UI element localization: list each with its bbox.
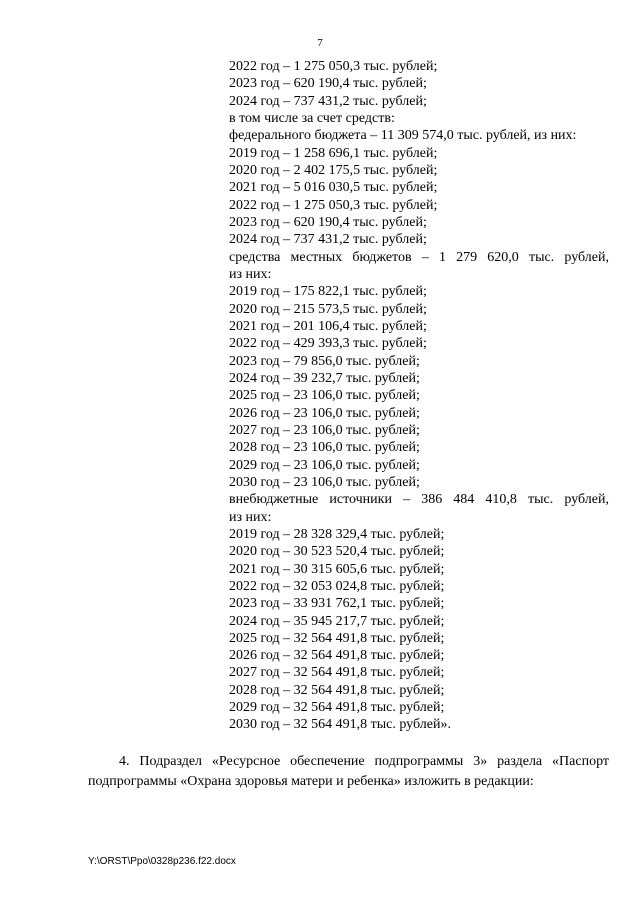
list-item: 2023 год – 620 190,4 тыс. рублей; bbox=[229, 76, 427, 92]
list-item: 2019 год – 1 258 696,1 тыс. рублей; bbox=[229, 145, 438, 161]
funding-list bbox=[229, 58, 609, 734]
list-item: 2022 год – 1 275 050,3 тыс. рублей; bbox=[229, 197, 438, 213]
list-item: 2022 год – 32 053 024,8 тыс. рублей; bbox=[229, 578, 445, 594]
list-item: 2023 год – 620 190,4 тыс. рублей; bbox=[229, 214, 427, 230]
list-item: 2022 год – 1 275 050,3 тыс. рублей; bbox=[229, 59, 438, 74]
list-item: 2025 год – 23 106,0 тыс. рублей; bbox=[229, 388, 420, 404]
list-item: 2019 год – 175 822,1 тыс. рублей; bbox=[229, 284, 427, 300]
list-item: 2030 год – 23 106,0 тыс. рублей; bbox=[229, 474, 420, 490]
list-item: 2024 год – 35 945 217,7 тыс. рублей; bbox=[229, 613, 445, 629]
list-item: средства местных бюджетов – 1 279 620,0 тыс. рублей, bbox=[229, 249, 609, 265]
list-item: 2019 год – 28 328 329,4 тыс. рублей; bbox=[229, 526, 445, 542]
list-item: 2030 год – 32 564 491,8 тыс. рублей». bbox=[229, 717, 451, 733]
list-item: 2028 год – 23 106,0 тыс. рублей; bbox=[229, 440, 420, 456]
list-item: 2020 год – 2 402 175,5 тыс. рублей; bbox=[229, 162, 438, 178]
list-item: 2021 год – 201 106,4 тыс. рублей; bbox=[229, 318, 427, 334]
list-item: в том числе за счет средств: bbox=[229, 110, 395, 126]
list-item: 2026 год – 32 564 491,8 тыс. рублей; bbox=[229, 648, 445, 664]
list-item: 2027 год – 32 564 491,8 тыс. рублей; bbox=[229, 665, 445, 681]
list-item: 2028 год – 32 564 491,8 тыс. рублей; bbox=[229, 682, 445, 698]
list-item: 2020 год – 30 523 520,4 тыс. рублей; bbox=[229, 544, 445, 560]
list-item: 2020 год – 215 573,5 тыс. рублей; bbox=[229, 301, 427, 317]
list-item: 2024 год – 737 431,2 тыс. рублей; bbox=[229, 93, 427, 109]
list-item: федерального бюджета – 11 309 574,0 тыс. рублей, из них: bbox=[229, 128, 577, 144]
list-item: 2023 год – 79 856,0 тыс. рублей; bbox=[229, 353, 420, 369]
list-item: 2022 год – 429 393,3 тыс. рублей; bbox=[229, 336, 427, 352]
list-item: внебюджетные источники – 386 484 410,8 тыс. рублей, bbox=[229, 492, 609, 508]
list-item: 2024 год – 39 232,7 тыс. рублей; bbox=[229, 370, 420, 386]
list-item: 2029 год – 32 564 491,8 тыс. рублей; bbox=[229, 700, 445, 716]
list-item: из них: bbox=[229, 266, 272, 282]
list-item: 2029 год – 23 106,0 тыс. рублей; bbox=[229, 457, 420, 473]
list-item: 2023 год – 33 931 762,1 тыс. рублей; bbox=[229, 596, 445, 612]
list-item: 2027 год – 23 106,0 тыс. рублей; bbox=[229, 422, 420, 438]
page-number: 7 bbox=[317, 37, 323, 49]
list-item: 2021 год – 5 016 030,5 тыс. рублей; bbox=[229, 180, 438, 196]
list-item: 2026 год – 23 106,0 тыс. рублей; bbox=[229, 405, 420, 421]
list-item: 2021 год – 30 315 605,6 тыс. рублей; bbox=[229, 561, 445, 577]
paragraph-4 bbox=[88, 752, 609, 792]
paragraph-line-1: 4. Подраздел «Ресурсное обеспечение подпрограммы 3» раздела «Паспорт bbox=[119, 754, 609, 769]
file-path-footer: Y:\ORST\Ppo\0328p236.f22.docx bbox=[88, 856, 236, 867]
list-item: 2025 год – 32 564 491,8 тыс. рублей; bbox=[229, 630, 445, 646]
list-item: из них: bbox=[229, 509, 272, 525]
paragraph-line-2: подпрограммы «Охрана здоровья матери и ребенка» изложить в редакции: bbox=[88, 774, 534, 789]
list-item: 2024 год – 737 431,2 тыс. рублей; bbox=[229, 232, 427, 248]
